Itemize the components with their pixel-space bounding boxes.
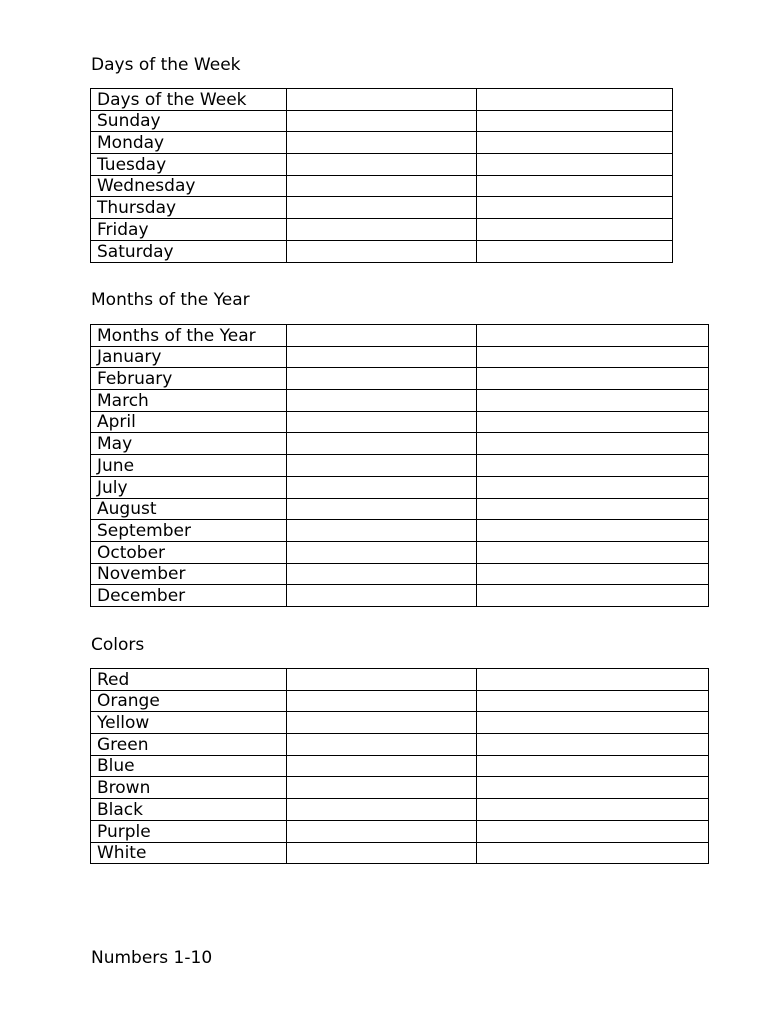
table-cell-blank (477, 777, 709, 799)
colors-table (90, 668, 709, 864)
table-cell-blank (287, 110, 477, 132)
table-row (91, 455, 709, 477)
table-cell-blank (287, 175, 477, 197)
table-cell-label: Friday (91, 219, 287, 241)
table-cell-blank (477, 154, 673, 176)
table-cell-label: Sunday (91, 110, 287, 132)
table-cell-label: Saturday (91, 240, 287, 262)
table-cell-label: January (91, 346, 287, 368)
table-cell-blank (287, 820, 477, 842)
table-cell-blank (287, 799, 477, 821)
table-cell-blank (287, 734, 477, 756)
table-cell-blank (287, 498, 477, 520)
table-cell-blank (287, 541, 477, 563)
section-heading-months: Months of the Year (91, 290, 250, 310)
table-cell-label: June (91, 455, 287, 477)
table-row (91, 669, 709, 691)
table-row (91, 520, 709, 542)
table-cell-blank (477, 476, 709, 498)
table-row (91, 498, 709, 520)
table-cell-label: Red (91, 669, 287, 691)
table-row (91, 368, 709, 390)
table-row (91, 777, 709, 799)
table-cell-label: November (91, 563, 287, 585)
table-cell-label: March (91, 390, 287, 412)
table-row (91, 325, 709, 347)
table-cell-label: Monday (91, 132, 287, 154)
table-cell-blank (477, 690, 709, 712)
table-row (91, 89, 673, 111)
table-header-cell: Months of the Year (91, 325, 287, 347)
section-heading-numbers: Numbers 1-10 (91, 948, 213, 968)
table-cell-blank (287, 368, 477, 390)
table-cell-label: Wednesday (91, 175, 287, 197)
table-row (91, 132, 673, 154)
table-cell-label: February (91, 368, 287, 390)
table-cell-blank (477, 390, 709, 412)
table-cell-label: May (91, 433, 287, 455)
months-table (90, 324, 709, 607)
table-cell-label: Tuesday (91, 154, 287, 176)
table-cell-blank (477, 541, 709, 563)
table-row (91, 197, 673, 219)
table-cell-label: Orange (91, 690, 287, 712)
table-row (91, 390, 709, 412)
table-cell-blank (287, 433, 477, 455)
table-cell-blank (287, 842, 477, 864)
table-cell-blank (477, 712, 709, 734)
table-cell-blank (477, 240, 673, 262)
table-cell-label: October (91, 541, 287, 563)
table-row (91, 219, 673, 241)
table-cell-blank (477, 219, 673, 241)
table-cell-label: Yellow (91, 712, 287, 734)
table-cell-blank (287, 89, 477, 111)
table-row (91, 433, 709, 455)
table-cell-blank (477, 175, 673, 197)
table-cell-blank (477, 842, 709, 864)
table-row (91, 154, 673, 176)
table-cell-blank (287, 390, 477, 412)
table-row (91, 842, 709, 864)
table-cell-label: July (91, 476, 287, 498)
table-cell-blank (477, 411, 709, 433)
table-row (91, 585, 709, 607)
table-cell-label: Black (91, 799, 287, 821)
section-heading-days: Days of the Week (91, 55, 241, 75)
table-cell-blank (477, 820, 709, 842)
table-row (91, 712, 709, 734)
table-cell-blank (287, 346, 477, 368)
table-cell-blank (287, 520, 477, 542)
table-cell-label: August (91, 498, 287, 520)
table-cell-blank (477, 799, 709, 821)
table-cell-blank (287, 240, 477, 262)
table-cell-blank (287, 219, 477, 241)
table-cell-blank (287, 690, 477, 712)
table-cell-blank (477, 346, 709, 368)
table-cell-blank (287, 669, 477, 691)
table-cell-blank (287, 777, 477, 799)
table-cell-label: Blue (91, 755, 287, 777)
table-row (91, 110, 673, 132)
table-cell-label: Thursday (91, 197, 287, 219)
table-cell-blank (477, 585, 709, 607)
table-row (91, 240, 673, 262)
table-cell-blank (477, 734, 709, 756)
table-row (91, 563, 709, 585)
table-cell-blank (477, 520, 709, 542)
table-cell-blank (477, 669, 709, 691)
table-row (91, 734, 709, 756)
table-header-cell: Days of the Week (91, 89, 287, 111)
table-cell-blank (477, 132, 673, 154)
table-cell-label: Green (91, 734, 287, 756)
table-cell-blank (287, 197, 477, 219)
table-row (91, 690, 709, 712)
table-cell-blank (477, 89, 673, 111)
table-row (91, 820, 709, 842)
table-cell-blank (477, 563, 709, 585)
days-table (90, 88, 673, 263)
table-cell-label: White (91, 842, 287, 864)
table-cell-blank (287, 455, 477, 477)
table-cell-blank (287, 325, 477, 347)
table-cell-blank (477, 455, 709, 477)
table-row (91, 755, 709, 777)
table-row (91, 175, 673, 197)
table-cell-label: Purple (91, 820, 287, 842)
table-cell-label: December (91, 585, 287, 607)
table-row (91, 346, 709, 368)
table-cell-blank (287, 154, 477, 176)
table-cell-label: September (91, 520, 287, 542)
table-cell-blank (287, 712, 477, 734)
table-cell-blank (287, 563, 477, 585)
table-cell-blank (477, 110, 673, 132)
table-row (91, 799, 709, 821)
table-row (91, 541, 709, 563)
table-cell-blank (477, 368, 709, 390)
table-cell-blank (477, 325, 709, 347)
table-row (91, 411, 709, 433)
table-cell-blank (477, 197, 673, 219)
table-cell-label: April (91, 411, 287, 433)
table-cell-label: Brown (91, 777, 287, 799)
table-cell-blank (477, 755, 709, 777)
table-cell-blank (287, 411, 477, 433)
table-cell-blank (287, 476, 477, 498)
section-heading-colors: Colors (91, 635, 145, 655)
table-cell-blank (287, 132, 477, 154)
table-row (91, 476, 709, 498)
table-cell-blank (287, 755, 477, 777)
table-cell-blank (287, 585, 477, 607)
table-cell-blank (477, 433, 709, 455)
table-cell-blank (477, 498, 709, 520)
